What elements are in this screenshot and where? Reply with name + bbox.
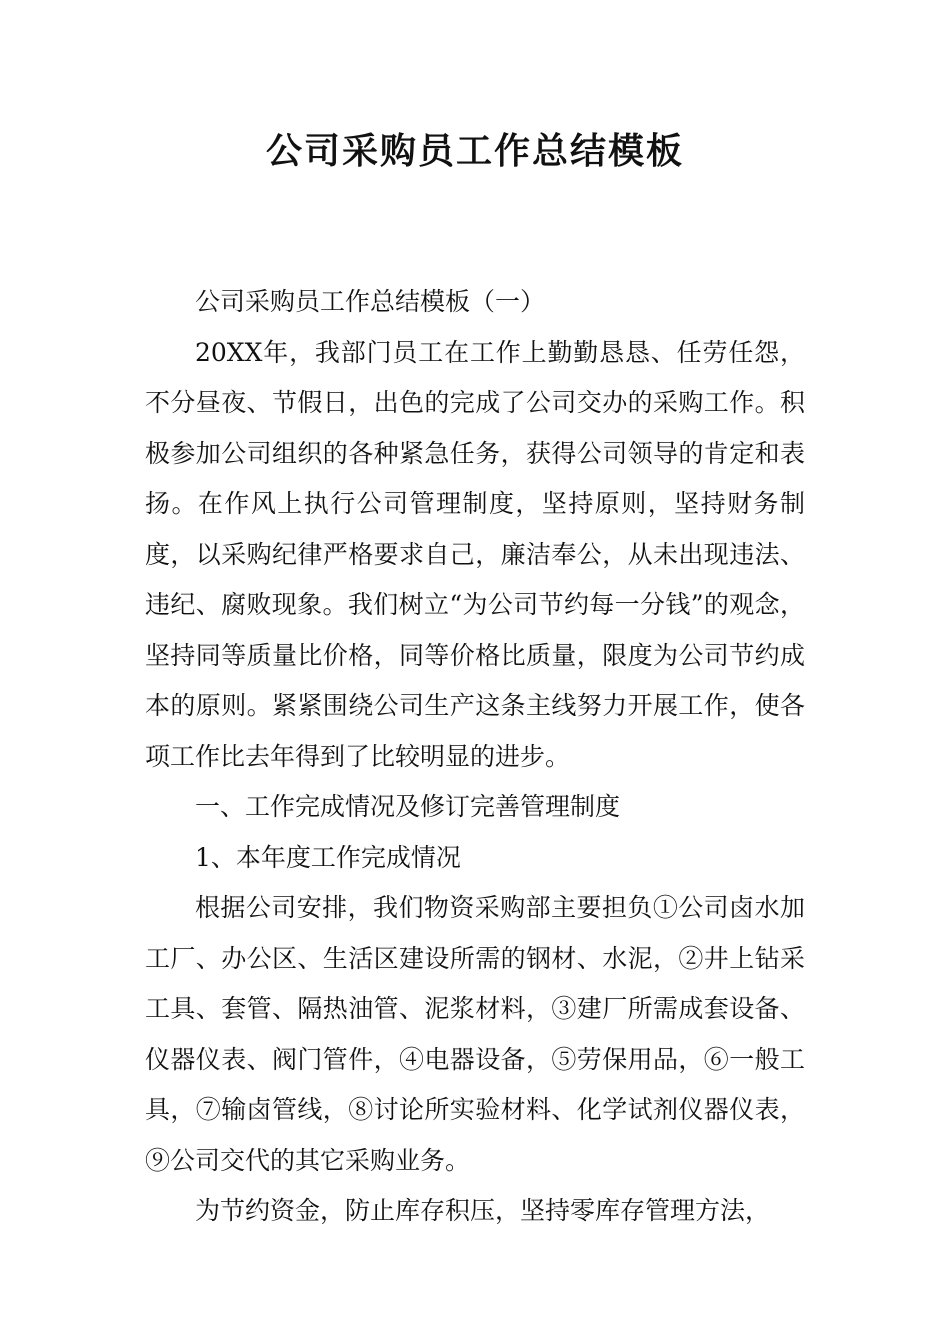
- paragraph-inventory: 为节约资金，防止库存积压，坚持零库存管理方法，: [195, 1196, 771, 1225]
- paragraph-duties: 根据公司安排，我们物资采购部主要担负①公司卤水加工厂、办公区、生活区建设所需的钢材、水泥，②井上钻采工具、套管、隔热油管、泥浆材料，③建厂所需成套设备、仪器仪表、阀门管件，④电器设备，⑤劳保用品，⑥一般工具，⑦输卤管线，⑧讨论所实验材料、化学试剂仪器仪表，⑨公司交代的其它采购业务。: [145, 893, 805, 1175]
- subsection-heading: 1、本年度工作完成情况: [195, 842, 461, 872]
- paragraph-intro: 20XX年，我部门员工在工作上勤勤恳恳、任劳任怨，不分昼夜、节假日，出色的完成了公司交办的采购工作。积极参加公司组织的各种紧急任务，获得公司领导的肯定和表扬。在作风上执行公司管理制度，坚持原则，坚持财务制度，以采购纪律严格要求自己，廉洁奉公，从未出现违法、违纪、腐败现象。我们树立“为公司节约每一分钱”的观念，坚持同等质量比价格，同等价格比质量，限度为公司节约成本的原则。紧紧围绕公司生产这条主线努力开展工作，使各项工作比去年得到了比较明显的进步。: [145, 337, 805, 771]
- document-body: [145, 277, 805, 1237]
- document-title: 公司采购员工作总结模板: [265, 131, 684, 172]
- section-heading: 一、工作完成情况及修订完善管理制度: [195, 792, 621, 821]
- paragraph-subtitle: 公司采购员工作总结模板（一）: [195, 287, 546, 316]
